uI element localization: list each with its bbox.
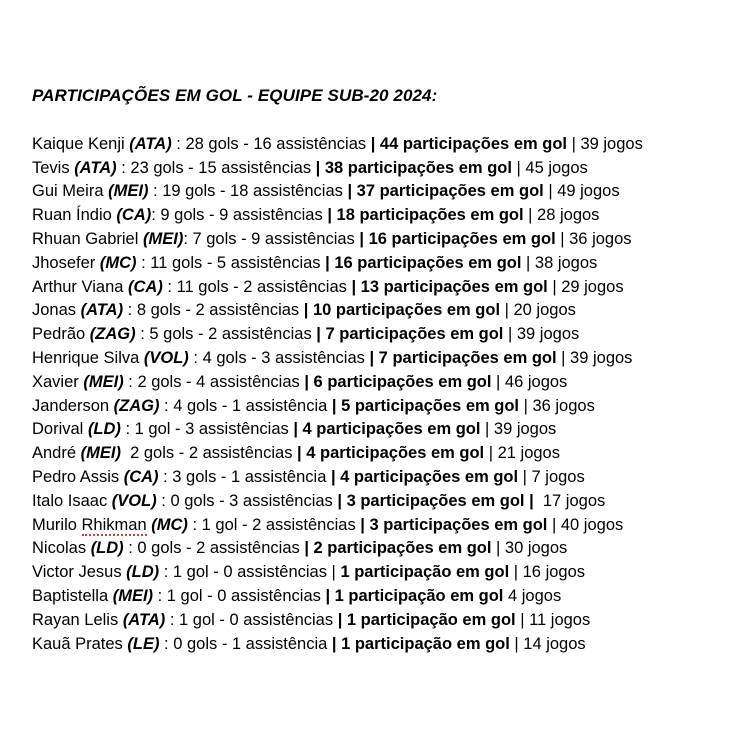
text-segment: | 20 jogos xyxy=(500,301,576,320)
text-segment: (MEI) xyxy=(83,372,124,391)
text-segment: : 5 gols - 2 assistências xyxy=(135,325,317,344)
text-segment: : 11 gols - 5 assistências xyxy=(136,253,326,272)
text-segment: : 1 gol - 0 assistências xyxy=(165,610,338,629)
text-segment: (VOL) xyxy=(111,491,157,510)
text-segment: | 18 participações em gol xyxy=(327,206,524,225)
text-segment: Kauã Prates xyxy=(32,634,128,653)
text-segment: Nicolas xyxy=(32,539,91,558)
text-segment: : 8 gols - 2 assistências xyxy=(123,301,304,320)
player-line xyxy=(32,157,712,181)
text-segment: : 7 gols - 9 assistências xyxy=(183,229,360,248)
text-segment: | 37 participações em gol xyxy=(347,182,544,201)
player-line xyxy=(32,537,712,561)
text-segment: | 16 jogos xyxy=(509,563,586,582)
text-segment: | 38 participações em gol xyxy=(315,158,512,177)
text-segment: | 29 jogos xyxy=(547,277,624,296)
text-segment: | 36 jogos xyxy=(519,396,595,415)
text-segment: (ATA) xyxy=(122,610,166,629)
text-segment: | 1 participação em gol xyxy=(331,634,510,653)
player-line xyxy=(32,371,712,395)
text-segment: : 1 gol - 3 assistências xyxy=(120,420,294,439)
player-line xyxy=(32,466,712,490)
text-segment: (MEI) xyxy=(108,182,149,201)
text-segment: Pedrão xyxy=(32,325,90,344)
text-segment: | 13 participações em gol xyxy=(351,277,548,296)
text-segment: (MEI) xyxy=(112,586,154,605)
text-segment: : 0 gols - 2 assistências xyxy=(123,539,305,558)
text-segment: (MC) xyxy=(151,515,188,534)
text-segment: | 7 participações em gol xyxy=(369,348,557,367)
text-segment: Henrique Silva xyxy=(32,348,144,367)
text-segment: | 7 participações em gol xyxy=(316,325,504,344)
text-segment: Ruan Índio xyxy=(32,206,117,225)
text-segment: | 4 participações em gol xyxy=(297,444,485,463)
text-segment: : 2 gols - 4 assistências xyxy=(123,372,305,391)
text-segment: Murilo xyxy=(32,515,82,534)
text-segment: : 4 gols - 3 assistências xyxy=(188,348,370,367)
text-segment: : 3 gols - 1 assistência xyxy=(158,467,331,486)
text-segment: | 4 participações em gol xyxy=(293,420,481,439)
text-segment: | 49 jogos xyxy=(543,182,620,201)
text-segment: : 23 gols - 15 assistências xyxy=(116,158,316,177)
text-segment: | 39 jogos xyxy=(503,325,580,344)
text-segment: : 0 gols - 3 assistências xyxy=(156,491,338,510)
text-segment: | 14 jogos xyxy=(509,634,586,653)
text-segment: | 16 participações em gol xyxy=(325,253,522,272)
text-segment: | 16 participações em gol xyxy=(359,229,556,248)
text-segment: (MC) xyxy=(99,253,137,272)
player-line xyxy=(32,228,712,252)
text-segment: : 28 gols - 16 assistências xyxy=(171,134,371,153)
text-segment: Arthur Viana xyxy=(32,277,129,296)
player-line xyxy=(32,633,712,657)
text-segment: | 44 participações em gol xyxy=(370,134,567,153)
text-segment: Xavier xyxy=(32,372,84,391)
text-segment: (ZAG) xyxy=(89,325,136,344)
text-segment: 1 participação em gol xyxy=(340,563,510,582)
text-segment: (CA) xyxy=(123,467,159,486)
text-segment: | 38 jogos xyxy=(521,253,598,272)
text-segment: Jonas xyxy=(32,301,81,320)
document-title: PARTICIPAÇÕES EM GOL - EQUIPE SUB-20 2024: xyxy=(32,86,438,105)
text-segment: | 3 participações em gol xyxy=(360,515,548,534)
text-segment: Gui Meira xyxy=(32,182,109,201)
text-segment: | 45 jogos xyxy=(511,158,588,177)
text-segment: : 4 gols - 1 assistência xyxy=(159,396,332,415)
player-line xyxy=(32,395,712,419)
text-segment: : 9 gols - 9 assistências xyxy=(151,206,328,225)
text-segment: 4 jogos xyxy=(503,586,562,605)
text-segment: | 40 jogos xyxy=(547,515,624,534)
text-segment: | 6 participações em gol xyxy=(304,372,492,391)
player-line xyxy=(32,204,712,228)
player-line xyxy=(32,347,712,371)
misspelled-word[interactable]: Rhikman xyxy=(81,515,147,534)
player-line xyxy=(32,609,712,633)
text-segment: (ZAG) xyxy=(113,396,160,415)
player-line xyxy=(32,514,712,538)
player-line xyxy=(32,490,712,514)
player-line xyxy=(32,299,712,323)
text-segment: (ATA) xyxy=(74,158,117,177)
text-segment: | 39 jogos xyxy=(567,134,643,153)
text-segment: (ATA) xyxy=(80,301,124,320)
text-segment: (MEI) xyxy=(80,444,121,463)
text-segment: André xyxy=(32,444,81,463)
text-segment: | 46 jogos xyxy=(491,372,568,391)
text-segment: | 4 participações em gol xyxy=(330,467,519,486)
text-segment: (LD) xyxy=(87,420,121,439)
text-segment: Janderson xyxy=(32,396,114,415)
text-segment: | 3 participações em gol | xyxy=(337,491,534,510)
player-line xyxy=(32,442,712,466)
text-segment: Kaique Kenji xyxy=(32,134,130,153)
player-line xyxy=(32,276,712,300)
text-segment: | 36 jogos xyxy=(555,229,632,248)
text-segment: 2 gols - 2 assistências xyxy=(120,444,298,463)
text-segment: : 1 gol - 0 assistências xyxy=(153,586,326,605)
player-line xyxy=(32,180,712,204)
text-segment: : 1 gol - 2 assistências xyxy=(187,515,361,534)
text-segment: Rayan Lelis xyxy=(32,610,123,629)
text-segment: (CA) xyxy=(128,277,163,296)
text-segment: (MEI) xyxy=(142,229,184,248)
text-segment: | 39 jogos xyxy=(556,348,633,367)
player-line xyxy=(32,323,712,347)
text-segment: Tevis xyxy=(32,158,75,177)
player-line xyxy=(32,418,712,442)
text-segment: (LE) xyxy=(127,634,160,653)
text-segment: (LD) xyxy=(90,539,124,558)
text-segment: : 1 gol - 0 assistências | xyxy=(159,563,341,582)
text-segment: | 30 jogos xyxy=(491,539,568,558)
player-line xyxy=(32,585,712,609)
text-segment: 17 jogos xyxy=(533,491,606,510)
text-segment: Victor Jesus xyxy=(32,563,127,582)
text-segment: | 39 jogos xyxy=(480,420,557,439)
text-segment: (CA) xyxy=(116,206,152,225)
text-segment: | 11 jogos xyxy=(515,610,591,629)
text-segment: | 28 jogos xyxy=(523,206,600,225)
text-segment: | 5 participações em gol xyxy=(331,396,519,415)
text-segment: (LD) xyxy=(126,563,160,582)
text-segment: Dorival xyxy=(32,420,88,439)
text-segment: Baptistella xyxy=(32,586,113,605)
text-segment: | 2 participações em gol xyxy=(304,539,492,558)
text-segment: Jhosefer xyxy=(32,253,100,272)
text-segment: | 1 participação em gol xyxy=(325,586,504,605)
text-segment: | 1 participação em gol xyxy=(337,610,516,629)
text-segment: : 19 gols - 18 assistências xyxy=(148,182,348,201)
text-segment: : 0 gols - 1 assistência xyxy=(159,634,332,653)
player-line xyxy=(32,252,712,276)
text-segment: | 21 jogos xyxy=(484,444,560,463)
text-segment: Italo Isaac xyxy=(32,491,112,510)
text-segment: Rhuan Gabriel xyxy=(32,229,143,248)
text-segment: : 11 gols - 2 assistências xyxy=(162,277,352,296)
text-segment: (VOL) xyxy=(143,348,189,367)
player-list xyxy=(32,133,712,657)
text-segment: | 10 participações em gol xyxy=(303,301,501,320)
text-segment: Pedro Assis xyxy=(32,467,124,486)
player-line xyxy=(32,133,712,157)
player-line xyxy=(32,561,712,585)
text-segment: | 7 jogos xyxy=(518,467,585,486)
text-segment: (ATA) xyxy=(129,134,172,153)
